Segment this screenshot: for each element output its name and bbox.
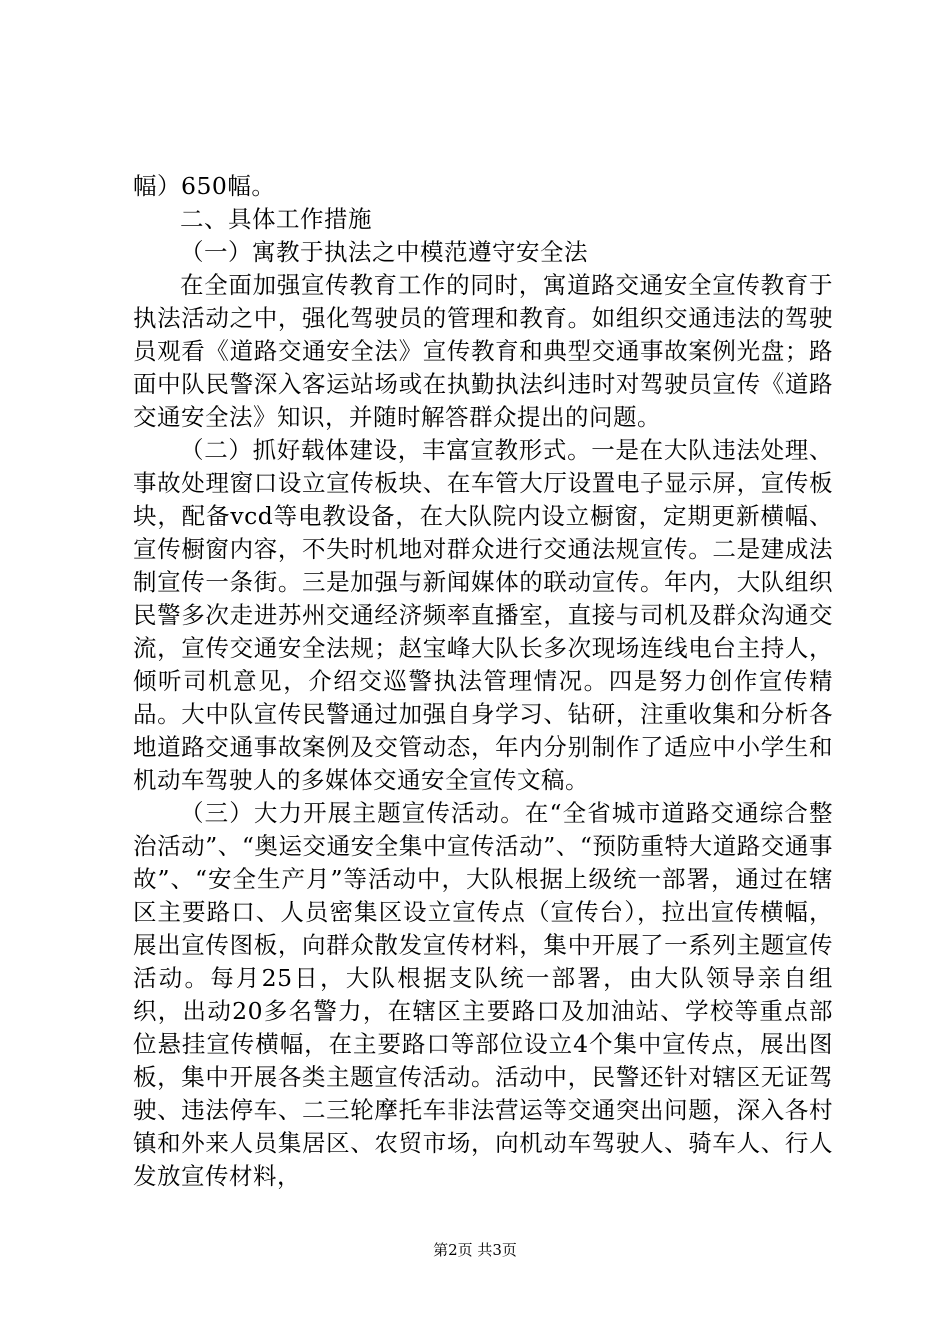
- paragraph-2: （二）抓好载体建设，丰富宣教形式。一是在大队违法处理、事故处理窗口设立宣传板块、在车管大厅设置电子显示屏，宣传板块，配备vcd等电教设备，在大队院内设立橱窗，定期更新横幅、宣传橱窗内容，不失时机地对群众进行交通法规宣传。二是建成法制宣传一条街。三是加强与新闻媒体的联动宣传。年内，大队组织民警多次走进苏州交通经济频率直播室，直接与司机及群众沟通交流，宣传交通安全法规；赵宝峰大队长多次现场连线电台主持人，倾听司机意见，介绍交巡警执法管理情况。四是努力创作宣传精品。大中队宣传民警通过加强自身学习、钻研，注重收集和分析各地道路交通事故案例及交管动态，年内分别制作了适应中小学生和机动车驾驶人的多媒体交通安全宣传文稿。: [133, 436, 833, 794]
- paragraph-1: 在全面加强宣传教育工作的同时，寓道路交通安全宣传教育于执法活动之中，强化驾驶员的管理和教育。如组织交通违法的驾驶员观看《道路交通安全法》宣传教育和典型交通事故案例光盘；路面中队民警深入客运站场或在执勤执法纠违时对驾驶员宣传《道路交通安全法》知识，并随时解答群众提出的问题。: [133, 271, 833, 431]
- section-heading: 二、具体工作措施: [180, 205, 372, 233]
- document-body: [133, 170, 833, 1193]
- paragraph-3: （三）大力开展主题宣传活动。在“全省城市道路交通综合整治活动”、“奥运交通安全集中宣传活动”、“预防重特大道路交通事故”、“安全生产月”等活动中，大队根据上级统一部署，通过在辖区主要路口、人员密集区设立宣传点（宣传台），拉出宣传横幅，展出宣传图板，向群众散发宣传材料，集中开展了一系列主题宣传活动。每月25日，大队根据支队统一部署，由大队领导亲自组织，出动20多名警力，在辖区主要路口及加油站、学校等重点部位悬挂宣传横幅，在主要路口等部位设立4个集中宣传点，展出图板，集中开展各类主题宣传活动。活动中，民警还针对辖区无证驾驶、违法停车、二三轮摩托车非法营运等交通突出问题，深入各村镇和外来人员集居区、农贸市场，向机动车驾驶人、骑车人、行人发放宣传材料，: [133, 799, 833, 1190]
- continuation-line: 幅）650幅。: [133, 172, 276, 200]
- page-footer: 第2页 共3页: [433, 1241, 517, 1259]
- subheading-1: （一）寓教于执法之中模范遵守安全法: [180, 238, 588, 266]
